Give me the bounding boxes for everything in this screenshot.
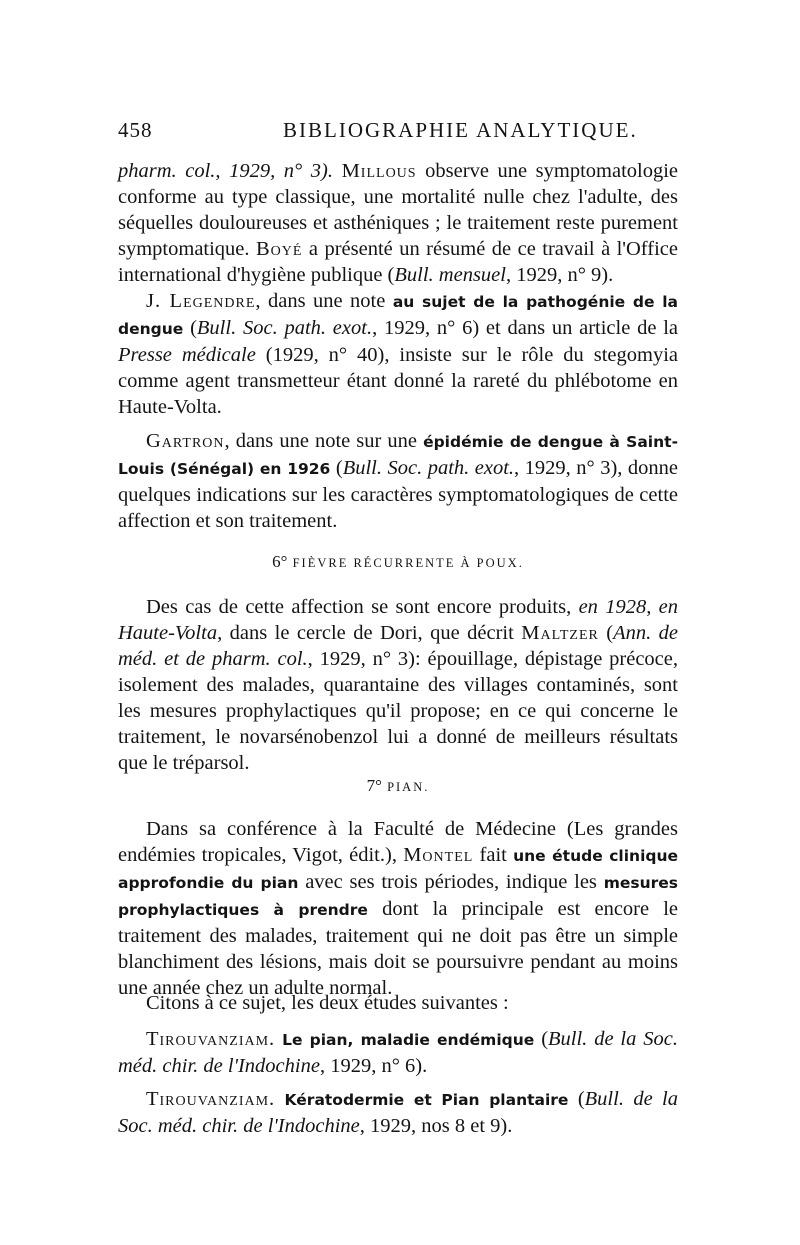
paragraph-text: Dans sa conférence à la Faculté de Médecine (Les grandes endémies tropicales, Vigot, édit.), xyxy=(118,818,678,866)
section-number: 6° xyxy=(272,552,288,571)
paragraph-text: , dans une note sur une xyxy=(224,430,418,452)
paragraph-text: fait xyxy=(479,844,507,866)
section-title: FIÈVRE RÉCURRENTE À POUX. xyxy=(292,556,524,570)
paragraph-citons xyxy=(118,990,678,1016)
section-heading-7 xyxy=(118,776,678,796)
reference-title: Ann. de méd. et de pharm. col. xyxy=(118,622,679,670)
paragraph-text: Citons à ce sujet, les deux études suivantes : xyxy=(146,992,509,1014)
paragraph-text: ( xyxy=(541,1028,549,1050)
page-header xyxy=(118,118,688,148)
paragraph-montel xyxy=(118,816,678,1001)
bold-topic: Le pian, maladie endémique xyxy=(282,1031,535,1049)
paragraph-text: (1929, n° 40), insiste sur le rôle du stegomyia comme agent transmetteur étant donné la rareté du phlébotome en Haute-Volta. xyxy=(118,344,678,418)
author-name: Millous xyxy=(341,160,417,182)
reference-title: Bull. de la Soc. méd. chir. de l'Indochine xyxy=(118,1088,678,1137)
running-title: BIBLIOGRAPHIE ANALYTIQUE. xyxy=(283,118,638,142)
section-heading-6 xyxy=(118,552,678,572)
paragraph-text: , 1929, n° 6). xyxy=(319,1055,428,1077)
reference-title: Bull. mensuel xyxy=(394,264,506,286)
reference-title: Bull. Soc. path. exot. xyxy=(342,457,515,479)
paragraph-text: observe une symptomatologie conforme au type classique, une mortalité nulle chez l'adulte, des séquelles douloureuses et asthéniques ; le traitement reste purement symptomatique. xyxy=(118,160,679,260)
bold-topic: mesures prophylactiques à prendre xyxy=(118,874,679,919)
paragraph-gartron xyxy=(118,428,678,534)
paragraph-text: Des cas de cette affection se sont encore produits, xyxy=(146,596,572,618)
paragraph-text: a présenté un résumé de ce travail à l'Office international d'hygiène publique ( xyxy=(118,238,678,286)
section-number: 7° xyxy=(366,776,382,795)
author-name: Gartron xyxy=(146,430,225,452)
reference-entry-1 xyxy=(118,1026,678,1079)
author-name: Boyé xyxy=(255,238,303,260)
paragraph-text: , 1929, n° 3), donne quelques indications sur les caractères symptomatologiques de cette affection et son traitement. xyxy=(118,457,679,532)
paragraph-text: , 1929, nos 8 et 9). xyxy=(359,1115,513,1137)
paragraph-text: ( xyxy=(335,457,343,479)
paragraph-millous xyxy=(118,158,678,288)
section-title: PIAN. xyxy=(387,780,430,794)
paragraph-maltzer xyxy=(118,594,678,776)
bold-topic: Kératodermie et Pian plantaire xyxy=(284,1091,569,1109)
paragraph-text: , dans une note xyxy=(255,290,386,312)
reference-details: , 1929, n° 9). xyxy=(505,264,614,286)
paragraph-legendre xyxy=(118,288,678,420)
reference-title: Presse médicale xyxy=(118,344,256,366)
reference-title: Bull. de la Soc. méd. chir. de l'Indochine xyxy=(118,1028,678,1077)
italic-place: en 1928, en Haute-Volta, xyxy=(118,596,679,644)
paragraph-text: dont la principale est encore le traitement des malades, traitement qui ne doit pas être un simple blanchiment des lésions, mais doit se poursuivre pendant au moins une année chez un adulte normal. xyxy=(118,898,679,999)
author-name: Tirouvanziam. xyxy=(146,1088,276,1110)
reference-title: Bull. Soc. path. exot. xyxy=(196,317,373,339)
paragraph-text: , 1929, n° 6) et dans un article de la xyxy=(372,317,679,339)
reference-entry-2 xyxy=(118,1086,678,1139)
author-name: J. Legendre xyxy=(146,290,256,312)
paragraph-text: avec ses trois périodes, indique les xyxy=(305,871,597,893)
author-name: Maltzer xyxy=(521,622,599,644)
paragraph-text: ( xyxy=(190,317,197,339)
bold-topic: épidémie de dengue à Saint-Louis (Sénégal) en 1926 xyxy=(118,433,678,478)
author-name: Tirouvanziam. xyxy=(146,1028,276,1050)
author-name: Montel xyxy=(403,844,474,866)
paragraph-text: dans le cercle de Dori, que décrit xyxy=(229,622,514,644)
ref-lead: pharm. col., 1929, n° 3). xyxy=(118,160,333,182)
paragraph-text: , 1929, n° 3): épouillage, dépistage précoce, isolement des malades, quarantaine des villages contaminés, sont les mesures prophylactiques qu'il propose; en ce qui concerne le traitement, le novarsénobenzol lui a donné de meilleurs résultats que le tréparsol. xyxy=(118,648,678,774)
paragraph-text: ( xyxy=(577,1088,585,1110)
bold-topic: au sujet de la pathogénie de la dengue xyxy=(118,293,678,338)
page-number: 458 xyxy=(118,118,153,142)
paragraph-text: ( xyxy=(606,622,614,644)
bold-topic: une étude clinique approfondie du pian xyxy=(118,847,679,892)
